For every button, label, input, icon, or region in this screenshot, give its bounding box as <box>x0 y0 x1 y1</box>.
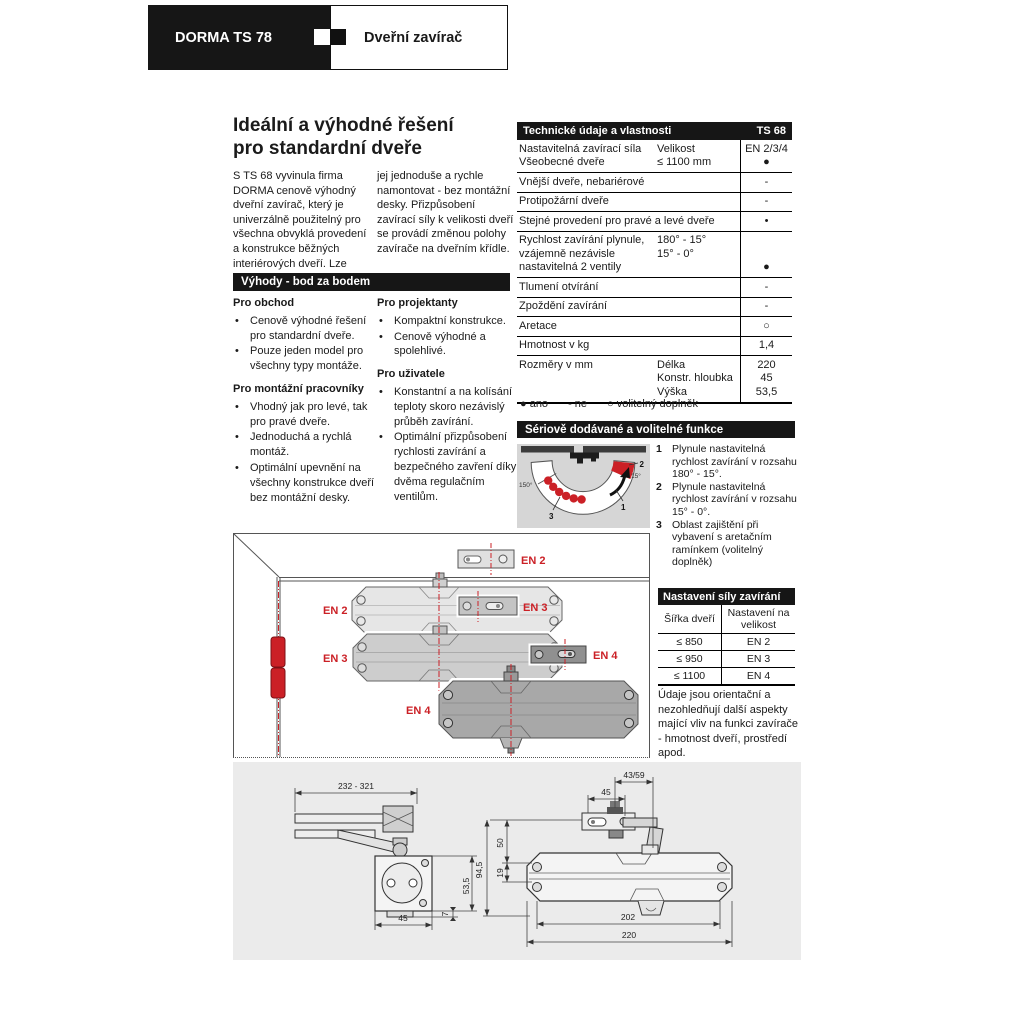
table-row: Zpoždění zavírání - <box>517 297 792 317</box>
door-hinge <box>271 637 285 698</box>
benefit-item: • Optimální přizpůsobení rychlosti zavírání a bezpečného zavření díky dvěma regulačním ventilům. <box>377 430 519 504</box>
mounting-plate-en2 <box>458 550 514 568</box>
list-item: 3 Oblast zajištění při vybavení s aretačním ramínkem (volitelný doplněk) <box>656 518 772 569</box>
benefit-group-title: Pro projektanty <box>377 297 458 309</box>
logo-square-white-icon <box>314 29 330 45</box>
dim-arm-offset: 45 <box>601 787 611 797</box>
side-view-drawing <box>295 781 477 930</box>
table-row: Protipožární dveře - <box>517 192 792 212</box>
callout-3: 3 <box>549 512 554 521</box>
table-row: Rozměry v mm Délka 220 Konstr. hloubka 45 Výška 53,5 <box>517 355 792 402</box>
force-col2-header: Nastavení na velikost <box>727 607 790 631</box>
benefit-item: • Pouze jeden model pro všechny typy montáže. <box>233 344 375 374</box>
dim-screw-span: 202 <box>620 912 636 922</box>
benefit-group-title: Pro montážní pracovníky <box>233 382 364 395</box>
table-row: Rychlost zavírání plynule, 180° - 15° vzájemně nezávisle 15° - 0° nastavitelná 2 ventily ● <box>517 231 792 278</box>
list-item: 2 Plynule nastavitelná rychlost zavírání v rozsahu 15° - 0°. <box>656 480 797 518</box>
intro-column-1: S TS 68 vyvinula firma DORMA cenově výhodný dveřní zavírač, který je univerzálně použitelný pro všechna obvyklá provedení a konstrukce běžných interiérových dveří. Lze <box>233 170 367 270</box>
plate-label-en3: EN 3 <box>523 602 548 614</box>
dim-upper-height: 50 <box>495 838 505 848</box>
force-col1-header: Šířka dveří <box>658 605 722 633</box>
benefit-item: • Optimální upevnění na všechny konstrukce dveří bez montážní desky. <box>233 461 375 505</box>
table-row: Nastavitelná zavírací síla Velikost EN 2/3/4 Všeobecné dveře ≤ 1100 mm ● <box>519 142 788 168</box>
tech-table-header-bar <box>517 122 792 140</box>
functions-header-label: Sériově dodávané a volitelné funkce <box>525 423 724 436</box>
benefits-column-1 <box>233 294 375 506</box>
dim-arm-span: 232 - 321 <box>338 781 374 791</box>
force-table-header <box>658 605 795 634</box>
benefits-header-bar <box>233 273 510 291</box>
force-note: Údaje jsou orientační a nezohledňují další aspekty mající vliv na funkci zavírače - hmotnost dveří, prostředí apod. <box>658 689 798 760</box>
table-row: ≤ 1100 EN 4 <box>658 668 795 686</box>
table-row: Hmotnost v kg 1,4 <box>517 336 792 356</box>
closer-body-en4 <box>439 666 638 753</box>
table-row: Vnější dveře, nebariérové - <box>517 172 792 192</box>
benefit-group-title: Pro obchod <box>233 297 295 309</box>
mounting-plate-en4 <box>531 646 586 663</box>
legend-optional: ○ volitelný doplněk <box>607 398 699 410</box>
benefits-header-label: Výhody - bod za bodem <box>241 276 371 288</box>
force-table <box>658 605 795 686</box>
benefit-item: • Vhodný jak pro levé, tak pro pravé dveře. <box>233 400 375 430</box>
benefits-column-2 <box>377 294 519 505</box>
tech-table-title: Technické údaje a vlastnosti <box>523 125 672 137</box>
functions-header-bar <box>517 421 795 438</box>
functions-list <box>656 443 797 569</box>
benefit-item: • Kompaktní konstrukce. <box>377 314 519 329</box>
tech-data-table <box>517 122 792 404</box>
tech-table-body <box>517 140 792 404</box>
tech-table-model: TS 68 <box>756 125 786 137</box>
page-title-line1: Ideální a výhodné řešení <box>233 115 454 136</box>
logo-square-black-icon <box>330 29 346 45</box>
list-item: 1 Plynule nastavitelná rychlost zavírání v rozsahu 180° - 15°. <box>656 443 797 481</box>
force-header-label: Nastavení síly zavírání <box>663 590 781 603</box>
dim-axis-height: 19 <box>495 868 505 878</box>
table-row: Tlumení otvírání - <box>517 277 792 297</box>
table-row: Aretace ○ <box>517 316 792 336</box>
mounting-plate-en3 <box>459 597 517 615</box>
intro-column-2: jej jednoduše a rychle namontovat - bez montážní desky. Přizpůsobení zavírací síly k velikosti dveří se provádí změnou polohy zavírače na dveřním křídle. <box>377 170 514 255</box>
plate-label-en2: EN 2 <box>521 555 546 567</box>
table-legend <box>520 398 718 410</box>
benefit-item: • Cenově výhodné řešení pro standardní dveře. <box>233 314 375 344</box>
brand-banner <box>148 5 330 70</box>
dim-pivot-offset: 43/59 <box>623 770 645 780</box>
callout-1: 1 <box>621 503 626 512</box>
open-angle-label: 150° <box>519 482 533 489</box>
mounting-positions-diagram <box>233 533 650 758</box>
benefit-item: • Cenově výhodné a spolehlivé. <box>377 330 519 360</box>
table-row: ≤ 850 EN 2 <box>658 634 795 651</box>
front-view-drawing <box>474 770 732 947</box>
dim-total-height: 94,5 <box>474 861 484 879</box>
callout-2: 2 <box>639 460 644 469</box>
legend-no: - ne <box>568 398 588 410</box>
body-label-en4: EN 4 <box>406 705 431 717</box>
force-header-bar <box>658 588 795 605</box>
dimension-drawings <box>280 768 800 958</box>
table-row: Stejné provedení pro pravé a levé dveře • <box>517 211 792 231</box>
page-title-line2: pro standardní dveře <box>233 138 422 159</box>
dim-body-height: 53,5 <box>461 877 471 895</box>
dim-body-depth: 45 <box>398 913 408 923</box>
table-row: ≤ 950 EN 3 <box>658 651 795 668</box>
benefit-group-title: Pro uživatele <box>377 368 445 381</box>
body-label-en3: EN 3 <box>323 653 348 665</box>
product-banner <box>330 5 508 70</box>
benefit-item: • Konstantní a na kolísání teploty skoro nezávislý průběh zavírání. <box>377 385 519 429</box>
body-label-en2: EN 2 <box>323 605 348 617</box>
benefit-item: • Jednoduchá a rychlá montáž. <box>233 430 375 460</box>
product-title: Dveřní zavírač <box>364 29 463 46</box>
door-frame-bar <box>521 446 646 464</box>
latch-angle-label: 15° <box>631 473 641 480</box>
page-title <box>233 114 523 160</box>
brand-title: DORMA TS 78 <box>175 29 272 46</box>
plate-label-en4: EN 4 <box>593 650 618 662</box>
dim-foot: 7 <box>440 911 450 917</box>
closing-angle-diagram <box>517 444 650 528</box>
dim-total-width: 220 <box>621 930 637 940</box>
legend-yes: ● ano <box>520 398 549 410</box>
